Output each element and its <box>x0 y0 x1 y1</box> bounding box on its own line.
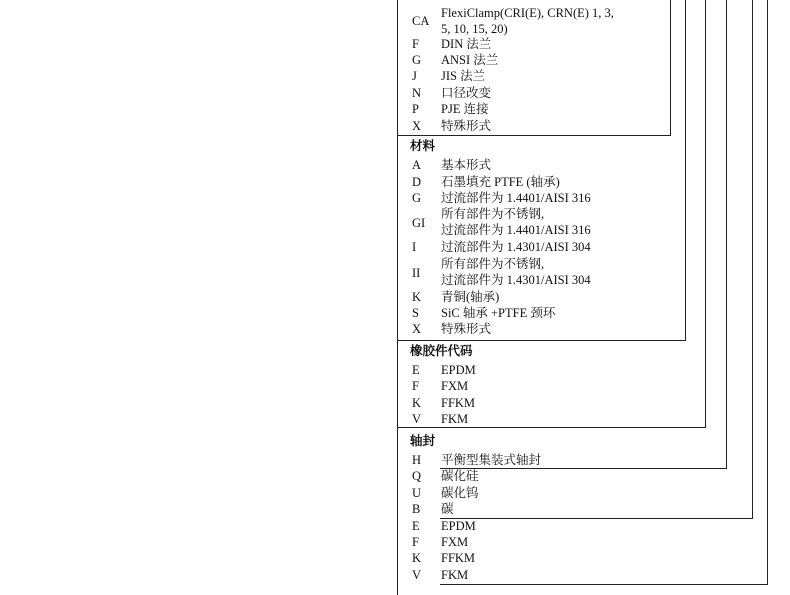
code-value: V <box>412 568 422 582</box>
code-value: F <box>412 37 419 51</box>
code-value: I <box>412 240 417 254</box>
code-value: Q <box>412 469 422 483</box>
code-description: FXM <box>441 535 469 549</box>
code-value: E <box>412 519 420 533</box>
code-description: 碳 <box>441 502 454 516</box>
code-value: E <box>412 363 420 377</box>
materials-bracket-horizontal <box>397 340 686 341</box>
code-description: 基本形式 <box>441 158 492 172</box>
code-value: F <box>412 535 419 549</box>
section-heading-materials: 材料 <box>410 139 436 153</box>
connection-bracket-vertical <box>670 0 671 136</box>
code-value: N <box>412 86 422 100</box>
seal-face-bracket-vertical <box>752 0 753 519</box>
code-value: G <box>412 53 422 67</box>
code-description: 口径改变 <box>441 86 492 100</box>
code-value: G <box>412 191 422 205</box>
materials-bracket-vertical <box>685 0 686 341</box>
seal-rubber-bracket-horizontal <box>440 584 768 585</box>
connection-bracket-horizontal <box>397 135 671 136</box>
code-description: FKM <box>441 568 469 582</box>
code-value: F <box>412 379 419 393</box>
code-value: S <box>412 306 419 320</box>
code-value: H <box>412 453 422 467</box>
code-description: 石墨填充 PTFE (轴承) <box>441 175 560 189</box>
code-value: GI <box>412 216 426 230</box>
section-heading-rubber: 橡胶件代码 <box>410 344 473 358</box>
code-description: DIN 法兰 <box>441 37 492 51</box>
code-description: ANSI 法兰 <box>441 53 499 67</box>
code-description: 特殊形式 <box>441 119 492 133</box>
code-value: D <box>412 175 422 189</box>
code-value: B <box>412 502 421 516</box>
code-value: K <box>412 290 422 304</box>
code-value: K <box>412 551 422 565</box>
code-value: V <box>412 412 422 426</box>
code-description: JIS 法兰 <box>441 69 486 83</box>
code-value: U <box>412 486 422 500</box>
code-description: FKM <box>441 412 469 426</box>
left-vertical-rule <box>397 0 398 595</box>
code-description: EPDM <box>441 363 476 377</box>
code-description: FFKM <box>441 551 476 565</box>
code-description: 所有部件为不锈钢, <box>441 207 545 221</box>
code-description: 青铜(轴承) <box>441 290 500 304</box>
code-value: X <box>412 322 422 336</box>
code-description: 碳化钨 <box>441 486 479 500</box>
code-value: II <box>412 266 421 280</box>
code-value: X <box>412 119 422 133</box>
rubber-bracket-horizontal <box>397 427 706 428</box>
code-description: 平衡型集装式轴封 <box>441 453 542 467</box>
code-description: EPDM <box>441 519 476 533</box>
code-description: 过流部件为 1.4401/AISI 316 <box>441 191 591 205</box>
code-description-continued: 过流部件为 1.4301/AISI 304 <box>441 273 591 287</box>
code-description: 碳化硅 <box>441 469 479 483</box>
seal-type-bracket-vertical <box>726 0 727 469</box>
code-description: 过流部件为 1.4301/AISI 304 <box>441 240 591 254</box>
code-value: CA <box>412 14 430 28</box>
code-description: PJE 连接 <box>441 102 489 116</box>
code-value: J <box>412 69 417 83</box>
code-description: 所有部件为不锈钢, <box>441 257 545 271</box>
code-description-continued: 5, 10, 15, 20) <box>441 22 508 36</box>
seal-type-bracket-horizontal <box>440 468 727 469</box>
code-description: 特殊形式 <box>441 322 492 336</box>
code-description-continued: 过流部件为 1.4401/AISI 316 <box>441 223 591 237</box>
code-description: FlexiClamp(CRI(E), CRN(E) 1, 3, <box>441 6 614 20</box>
code-description: SiC 轴承 +PTFE 颈环 <box>441 306 556 320</box>
seal-rubber-bracket-vertical <box>767 0 768 585</box>
code-value: K <box>412 396 422 410</box>
code-value: A <box>412 158 422 172</box>
code-description: FXM <box>441 379 469 393</box>
rubber-bracket-vertical <box>705 0 706 428</box>
code-value: P <box>412 102 419 116</box>
code-description: FFKM <box>441 396 476 410</box>
section-heading-seal: 轴封 <box>410 434 436 448</box>
seal-face-bracket-horizontal <box>440 518 753 519</box>
